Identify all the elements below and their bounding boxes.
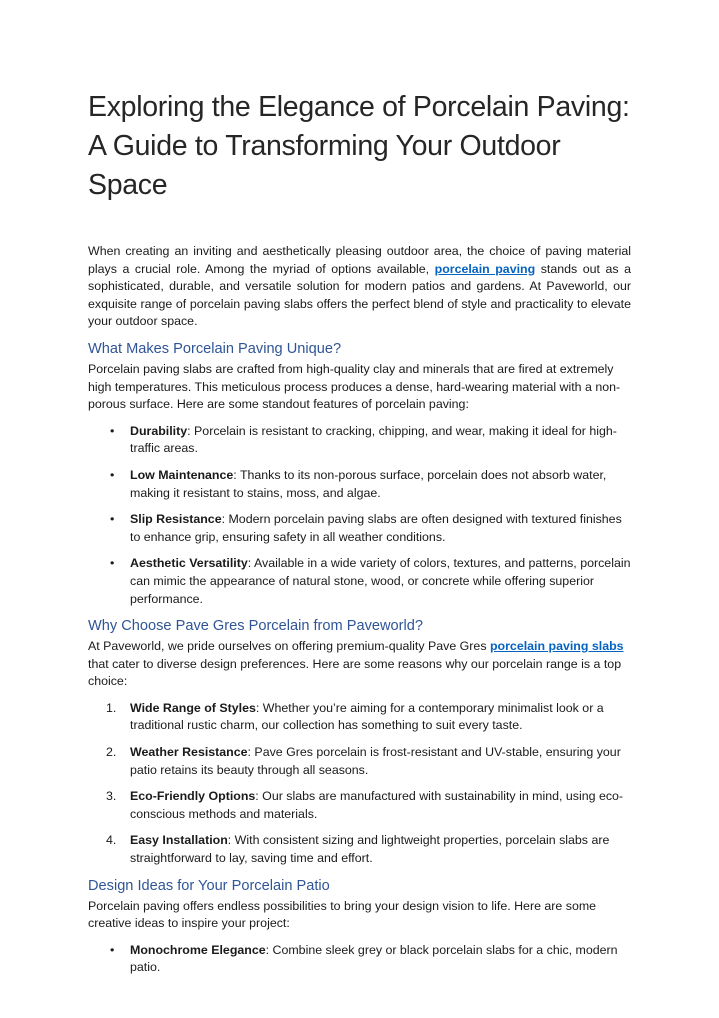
section-heading-why-choose: Why Choose Pave Gres Porcelain from Paveworld? [88, 618, 423, 635]
number-marker: 3. [106, 789, 117, 804]
section-design-ideas-body: Porcelain paving offers endless possibilities to bring your design vision to life. Here are some creative ideas to inspire your project: [88, 898, 597, 931]
section-heading-unique: What Makes Porcelain Paving Unique? [88, 340, 342, 357]
section-unique-body: Porcelain paving slabs are crafted from high-quality clay and minerals that are fired at extremely high temperatures. This meticulous process produces a dense, hard-wearing material with a non-porous surface. Here are some standout features of porcelain paving: [88, 361, 621, 412]
bullet-marker: • [110, 556, 115, 571]
features-list [88, 423, 631, 608]
item-text: : Combine sleek grey or black porcelain slabs for a chic, modern patio. [130, 942, 618, 975]
item-text: : Modern porcelain paving slabs are often designed with textured finishes to enhance grip, ensuring safety in all weather conditions. [130, 512, 622, 544]
list-item [88, 700, 631, 735]
item-term: Durability [130, 423, 188, 438]
list-item [88, 511, 631, 546]
list-item [88, 788, 631, 823]
design-ideas-list [88, 942, 631, 977]
body-text-after: that cater to diverse design preferences. Here are some reasons why our porcelain range is a top choice: [88, 656, 622, 689]
item-term: Low Maintenance [130, 467, 234, 482]
item-text: : Available in a wide variety of colors, textures, and patterns, porcelain can mimic the appearance of natural stone, wood, or concrete while offering superior performance. [130, 556, 631, 606]
section-heading-design-ideas: Design Ideas for Your Porcelain Patio [88, 877, 330, 894]
item-term: Eco-Friendly Options [130, 789, 256, 804]
number-marker: 4. [106, 833, 117, 848]
item-term: Wide Range of Styles [130, 700, 256, 715]
intro-text-after: stands out as a sophisticated, durable, and versatile solution for modern patios and gardens. At Paveworld, our exquisite range of porcelain paving slabs offers the perfect blend of style and practicality to elevate your outdoor space. [88, 261, 631, 329]
list-item [88, 832, 631, 867]
item-text: : Our slabs are manufactured with sustainability in mind, using eco-conscious methods and materials. [130, 789, 624, 821]
item-text: : With consistent sizing and lightweight properties, porcelain slabs are straightforward to lay, saving time and effort. [130, 833, 610, 866]
item-term: Weather Resistance [130, 745, 248, 760]
bullet-marker: • [110, 942, 115, 957]
item-term: Aesthetic Versatility [130, 556, 248, 571]
porcelain-paving-link[interactable]: porcelain paving [434, 261, 536, 276]
intro-text-before: When creating an inviting and aesthetically pleasing outdoor area, the choice of paving material plays a crucial role. Among the myriad of options available, [88, 244, 631, 276]
intro-paragraph [88, 243, 631, 331]
bullet-marker: • [110, 512, 115, 527]
bullet-marker: • [110, 423, 115, 438]
reasons-list [88, 700, 631, 868]
item-term: Slip Resistance [130, 512, 222, 527]
section-why-choose-body [88, 638, 631, 691]
item-term: Monochrome Elegance [130, 942, 266, 957]
list-item [88, 942, 631, 977]
number-marker: 1. [106, 700, 117, 715]
body-text-before: At Paveworld, we pride ourselves on offering premium-quality Pave Gres [88, 639, 490, 654]
item-text: : Pave Gres porcelain is frost-resistant and UV-stable, ensuring your patio retains its beauty through all seasons. [130, 745, 621, 777]
porcelain-paving-slabs-link[interactable]: porcelain paving slabs [489, 639, 624, 654]
list-item [88, 555, 631, 608]
item-text: : Porcelain is resistant to cracking, chipping, and wear, making it ideal for high-traffic areas. [130, 423, 617, 456]
page-title: Exploring the Elegance of Porcelain Paving: A Guide to Transforming Your Outdoor Space [88, 91, 630, 201]
item-text: : Whether you’re aiming for a contemporary minimalist look or a traditional rustic charm, our collection has something to suit every taste. [130, 700, 604, 733]
list-item [88, 467, 631, 502]
item-term: Easy Installation [130, 833, 228, 848]
item-text: : Thanks to its non-porous surface, porcelain does not absorb water, making it resistant to stains, moss, and algae. [130, 467, 607, 500]
list-item [88, 423, 631, 458]
list-item [88, 744, 631, 779]
bullet-marker: • [110, 467, 115, 482]
number-marker: 2. [106, 745, 117, 760]
